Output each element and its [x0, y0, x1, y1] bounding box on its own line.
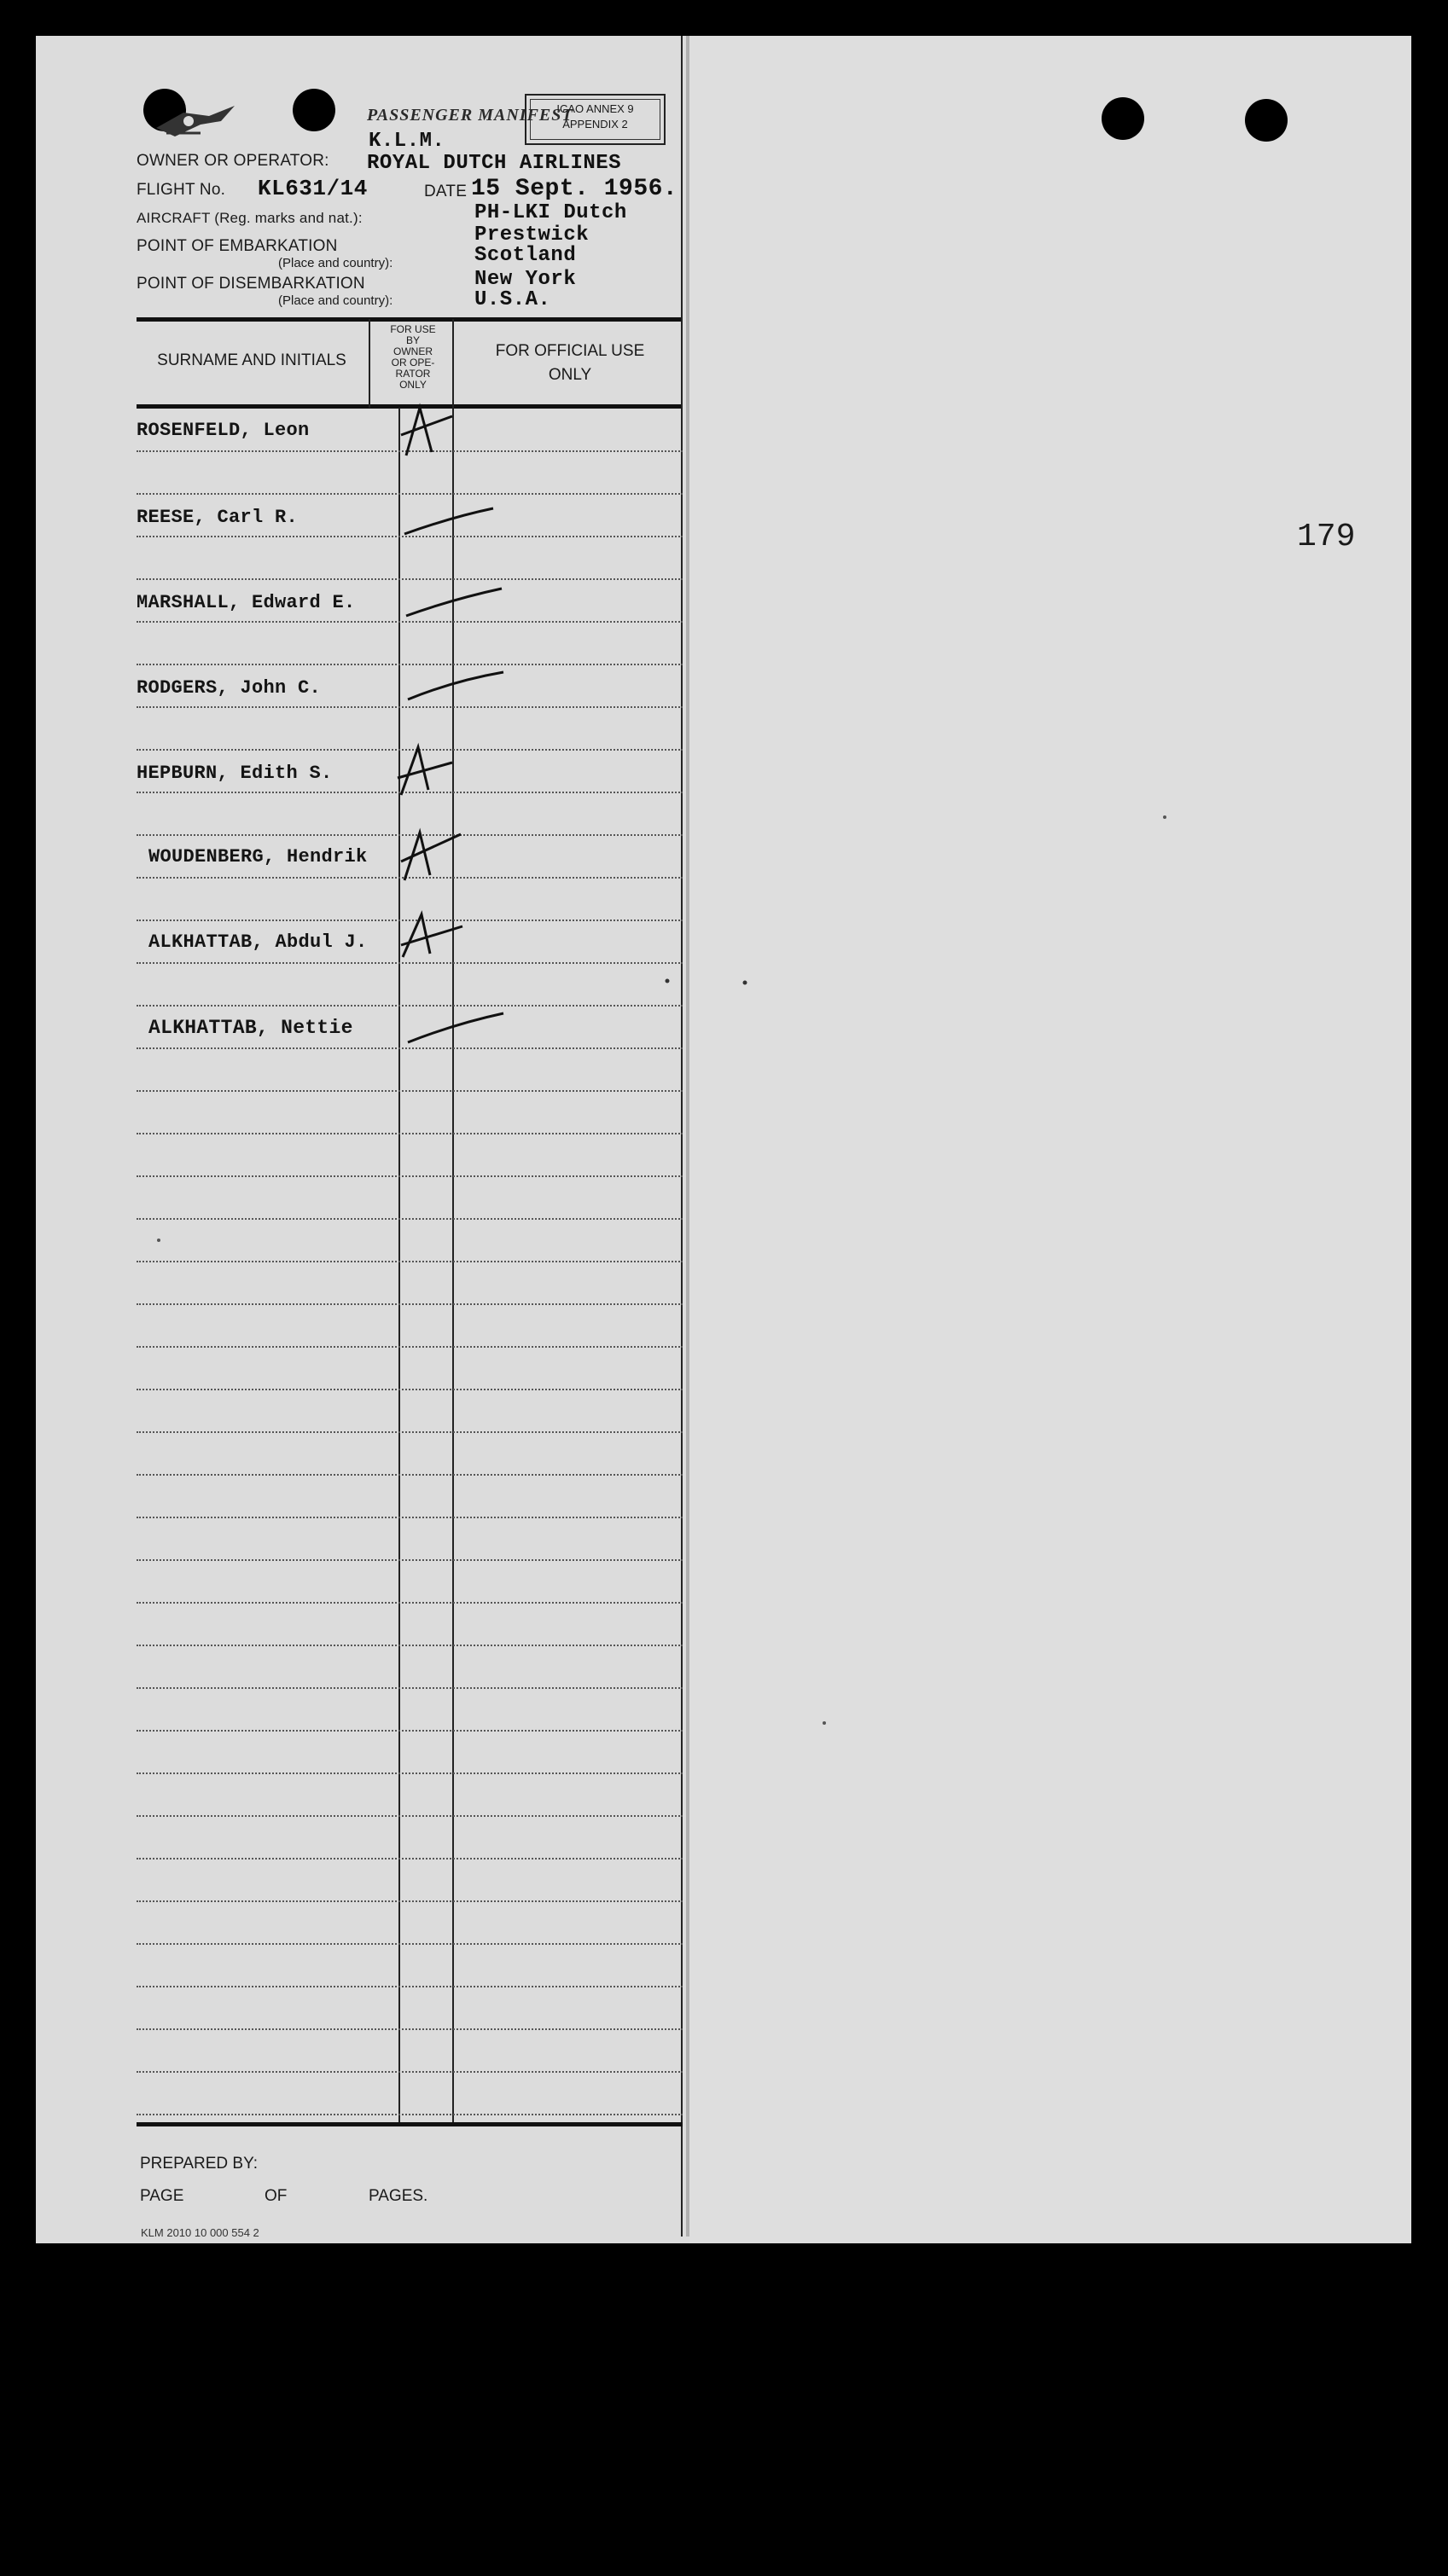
scan-border-bottom: [0, 2243, 1448, 2576]
ruled-line: [137, 1303, 683, 1305]
ruled-line: [137, 1986, 683, 1987]
ruled-line: [137, 1602, 683, 1604]
typed-aircraft: PH-LKI Dutch: [474, 201, 627, 224]
column-divider-1: [398, 408, 400, 2126]
embarkation-place-hint: (Place and country):: [278, 256, 393, 270]
ruled-line: [137, 1645, 683, 1646]
ruled-line: [137, 1389, 683, 1390]
passenger-name: ROSENFELD, Leon: [137, 420, 310, 441]
ruled-line: [137, 2028, 683, 2030]
official-use-line-2: ONLY: [548, 366, 592, 384]
header-rule-bottom: [137, 404, 683, 409]
disembarkation-place-hint: (Place and country):: [278, 293, 393, 308]
ruled-line: [137, 1559, 683, 1561]
table-rule-bottom: [137, 2122, 683, 2126]
ruled-line: [137, 664, 683, 665]
ruled-line: [137, 1687, 683, 1689]
typed-operator: ROYAL DUTCH AIRLINES: [367, 152, 622, 175]
owner-use-line-4: OR OPE-: [391, 357, 435, 368]
passenger-name: WOUDENBERG, Hendrik: [148, 846, 368, 867]
icao-appendix-line: APPENDIX 2: [562, 118, 628, 131]
owner-use-line-6: ONLY: [399, 379, 427, 391]
ruled-line: [137, 1772, 683, 1774]
date-label: DATE: [424, 183, 468, 200]
column-header-surname: SURNAME AND INITIALS: [157, 351, 346, 369]
passenger-name: MARSHALL, Edward E.: [137, 592, 356, 613]
ruled-line: [137, 1047, 683, 1049]
page-number-stamp: 179: [1297, 519, 1356, 555]
ruled-line: [137, 1218, 683, 1220]
ruled-line: [137, 1815, 683, 1817]
page-fold: [686, 36, 689, 2237]
ruled-line: [137, 621, 683, 623]
column-header-official: [457, 339, 683, 387]
form-title: PASSENGER MANIFEST: [367, 106, 573, 125]
ruled-line: [137, 1858, 683, 1859]
ruled-line: [137, 578, 683, 580]
ruled-line: [137, 1900, 683, 1902]
passenger-name: ALKHATTAB, Abdul J.: [148, 931, 368, 953]
ruled-line: [137, 2071, 683, 2073]
ruled-line: [137, 1175, 683, 1177]
ruled-line: [137, 536, 683, 537]
passenger-name: HEPBURN, Edith S.: [137, 763, 333, 784]
ruled-line: [137, 2114, 683, 2115]
passenger-name: REESE, Carl R.: [137, 507, 299, 528]
disembarkation-label: POINT OF DISEMBARKATION: [137, 275, 365, 293]
column-divider-header-1: [369, 319, 370, 408]
ruled-line: [137, 749, 683, 751]
ruled-line: [137, 792, 683, 793]
official-use-line-1: FOR OFFICIAL USE: [495, 342, 645, 360]
punch-hole-4: [1245, 99, 1288, 142]
ruled-line: [137, 493, 683, 495]
owner-operator-label: OWNER OR OPERATOR:: [137, 152, 329, 170]
owner-use-line-2: BY: [405, 334, 420, 346]
typed-flight-number: KL631/14: [258, 176, 368, 201]
blank-reverse-page: [689, 36, 1411, 2247]
ruled-line: [137, 920, 683, 921]
column-divider-header-2: [452, 319, 454, 408]
ruled-line: [137, 1133, 683, 1134]
flight-number-label: FLIGHT No.: [137, 181, 226, 199]
column-divider-2: [452, 408, 454, 2126]
ruled-line: [137, 1730, 683, 1732]
ruled-line: [137, 706, 683, 708]
ruled-line: [137, 1943, 683, 1945]
ruled-line: [137, 1261, 683, 1262]
form-number: KLM 2010 10 000 554 2: [141, 2226, 259, 2239]
ruled-line: [137, 962, 683, 964]
ruled-line: [137, 450, 683, 452]
punch-hole-3: [1102, 97, 1144, 140]
pages-label: PAGES.: [369, 2187, 428, 2205]
passenger-name: ALKHATTAB, Nettie: [148, 1017, 353, 1039]
page-label: PAGE: [140, 2187, 184, 2205]
typed-date: 15 Sept. 1956.: [471, 176, 678, 202]
aircraft-label: AIRCRAFT (Reg. marks and nat.):: [137, 210, 363, 226]
ruled-line: [137, 1090, 683, 1092]
owner-use-line-1: FOR USE: [390, 323, 436, 335]
owner-use-line-3: OWNER: [393, 345, 433, 357]
header-rule-top: [137, 317, 683, 322]
owner-use-line-5: RATOR: [395, 368, 431, 380]
punch-hole-2: [293, 89, 335, 131]
typed-disembarkation-country: U.S.A.: [474, 288, 551, 311]
ruled-line: [137, 834, 683, 836]
prepared-by-label: PREPARED BY:: [140, 2155, 258, 2173]
ruled-line: [137, 1431, 683, 1433]
column-header-owner-use: [374, 324, 452, 391]
column-divider-right: [681, 36, 683, 2237]
of-label: OF: [265, 2187, 288, 2205]
icao-annex-box: [525, 94, 666, 145]
typed-embarkation-country: Scotland: [474, 244, 577, 267]
passenger-name: RODGERS, John C.: [137, 677, 322, 699]
typed-embarkation-place: Prestwick: [474, 223, 590, 247]
ruled-line: [137, 1005, 683, 1007]
icao-annex-line: ICAO ANNEX 9: [556, 102, 634, 115]
ruled-line: [137, 877, 683, 879]
embarkation-label: POINT OF EMBARKATION: [137, 237, 338, 255]
typed-klm: K.L.M.: [369, 130, 445, 153]
ruled-line: [137, 1474, 683, 1476]
ruled-line: [137, 1517, 683, 1518]
typed-disembarkation-place: New York: [474, 268, 577, 291]
ruled-line: [137, 1346, 683, 1348]
klm-logo-icon: [149, 96, 243, 145]
